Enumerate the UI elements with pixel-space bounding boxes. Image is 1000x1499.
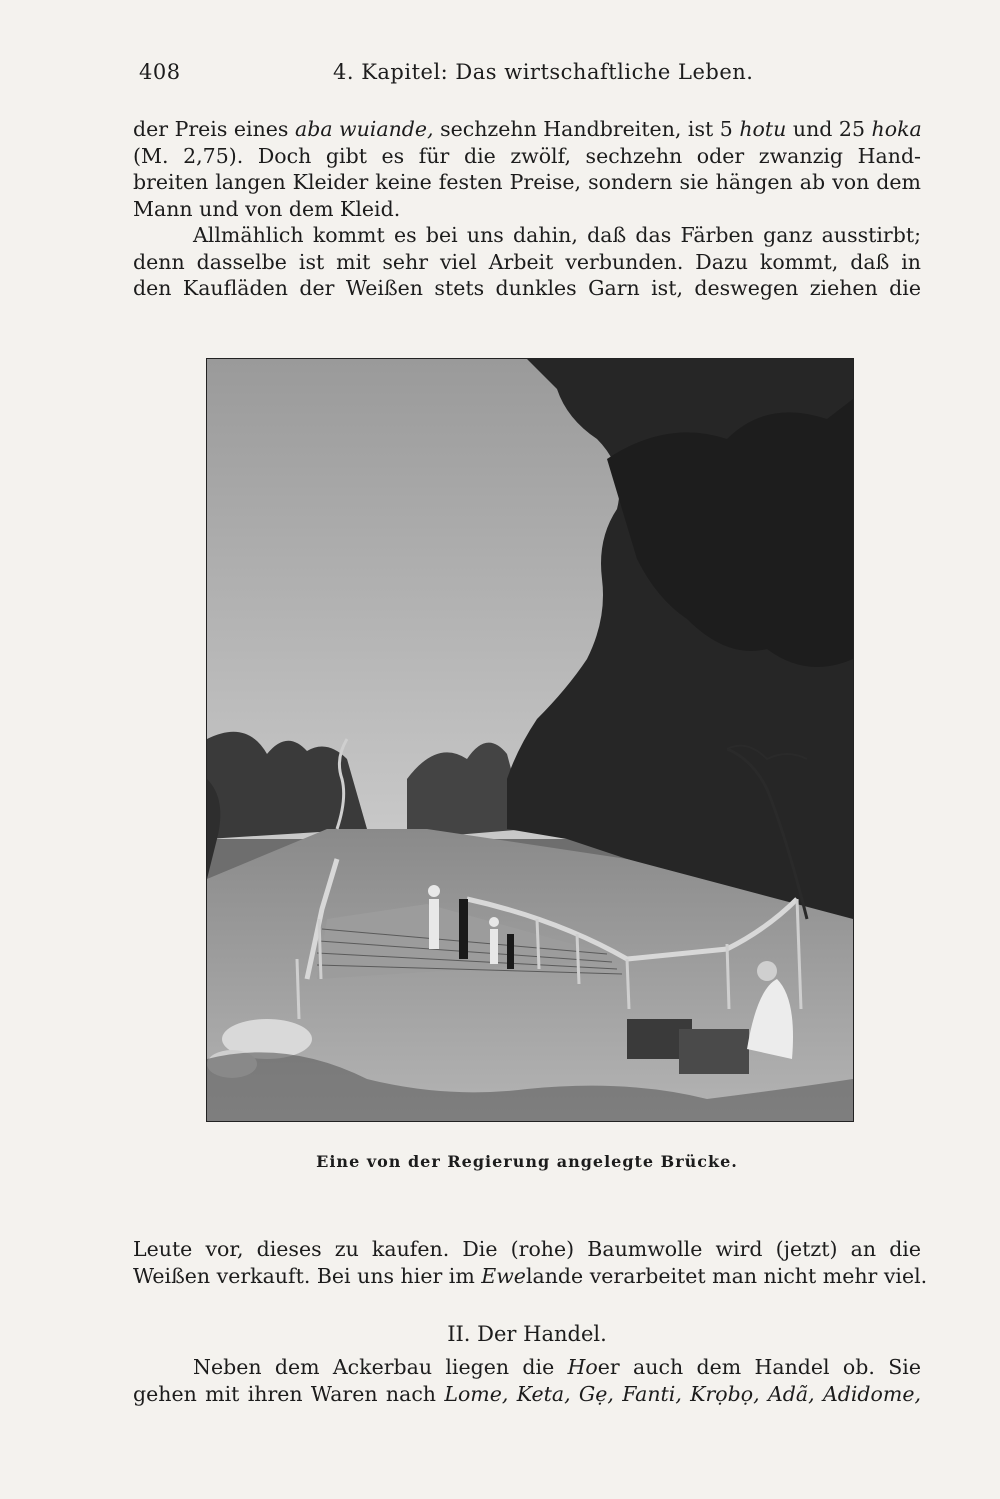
page-header [133,60,923,90]
text-line [133,116,921,143]
text-line: breiten langen Kleider keine festen Preise, sondern sie hängen ab von dem [133,170,921,194]
paragraph-trade [133,1354,921,1407]
text-run: gehen mit ihren Waren nach [133,1381,436,1406]
text-run: der Preis eines [133,117,289,141]
text-line: Allmählich kommt es bei uns dahin, daß das Färben ganz ausstirbt; [193,223,921,247]
paragraph-price [133,116,921,222]
text-line: denn dasselbe ist mit sehr viel Arbeit verbunden. Dazu kommt, daß in [133,249,921,274]
text-run: und 25 [792,117,866,141]
running-head: 4. Kapitel: Das wirtschaftliche Leben. [333,60,754,84]
page-number: 408 [139,60,181,84]
paragraph-dyeing [133,222,921,302]
text-line: Leute vor, dieses zu kaufen. Die (rohe) Baumwolle wird (jetzt) an die [133,1237,921,1261]
text-line [133,1381,921,1408]
text-run: sechzehn Handbreiten, ist 5 [440,117,733,141]
italic-term: aba wuiande, [294,117,434,141]
text-run: er auch dem Handel ob. Sie [597,1355,921,1379]
section-heading: II. Der Handel. [447,1322,607,1346]
text-run: Weißen verkauft. Bei uns hier im [133,1263,475,1288]
paragraph-cotton [133,1236,928,1289]
italic-term: Lome, Keta, Gẹ, Fanti, Krọbọ, Adã, Adidome, [444,1381,921,1406]
bridge-photograph [206,358,854,1122]
text-run: Neben dem Ackerbau liegen die [193,1355,555,1379]
italic-term: hoka [871,117,922,141]
italic-term: hotu [739,117,787,141]
text-line: Mann und von dem Kleid. [133,196,401,221]
text-line [133,1354,921,1381]
text-line: (M. 2,75). Doch gibt es für die zwölf, sechzehn oder zwanzig Hand- [133,143,921,168]
italic-term: Ewe [481,1263,526,1288]
text-run: lande verarbeitet man nicht mehr viel. [525,1263,928,1288]
text-line [133,1263,928,1290]
italic-term: Ho [567,1355,598,1379]
figure-caption: Eine von der Regierung angelegte Brücke. [316,1152,738,1171]
text-line: den Kaufläden der Weißen stets dunkles Garn ist, deswegen ziehen die [133,276,921,300]
